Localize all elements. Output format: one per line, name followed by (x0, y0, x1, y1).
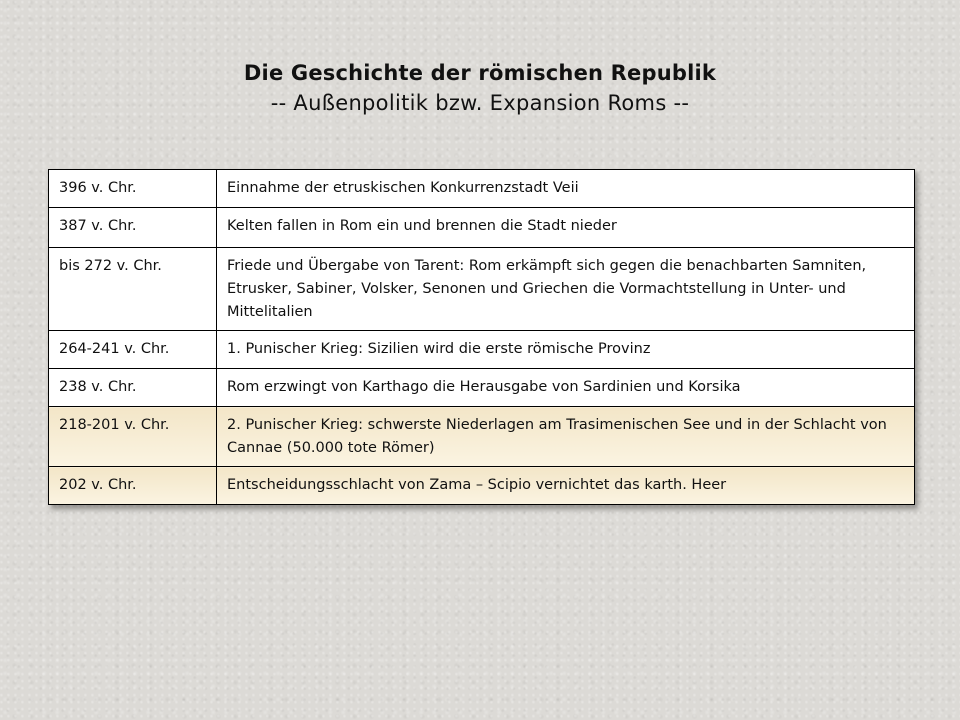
table-row (49, 248, 915, 331)
event-cell: Friede und Übergabe von Tarent: Rom erkämpft sich gegen die benachbarten Samniten, Etrusker, Sabiner, Volsker, Senonen und Griechen die Vormachtstellung in Unter- und Mittelitalien (217, 248, 915, 331)
table-row-highlighted (49, 467, 915, 505)
table-row (49, 170, 915, 208)
date-cell: 387 v. Chr. (49, 208, 217, 248)
event-cell: 1. Punischer Krieg: Sizilien wird die erste römische Provinz (217, 331, 915, 369)
table-row (49, 208, 915, 248)
event-cell: Einnahme der etruskischen Konkurrenzstadt Veii (217, 170, 915, 208)
date-cell: 218-201 v. Chr. (49, 407, 217, 467)
event-cell: Entscheidungsschlacht von Zama – Scipio vernichtet das karth. Heer (217, 467, 915, 505)
date-cell: 396 v. Chr. (49, 170, 217, 208)
event-cell: 2. Punischer Krieg: schwerste Niederlagen am Trasimenischen See und in der Schlacht von Cannae (50.000 tote Römer) (217, 407, 915, 467)
date-cell: 202 v. Chr. (49, 467, 217, 505)
date-cell: 264-241 v. Chr. (49, 331, 217, 369)
table-row-highlighted (49, 407, 915, 467)
timeline-table (48, 169, 915, 505)
event-cell: Kelten fallen in Rom ein und brennen die Stadt nieder (217, 208, 915, 248)
title-block (0, 58, 960, 118)
event-cell: Rom erzwingt von Karthago die Herausgabe von Sardinien und Korsika (217, 369, 915, 407)
date-cell: 238 v. Chr. (49, 369, 217, 407)
slide-title: Die Geschichte der römischen Republik (243, 61, 717, 85)
date-cell: bis 272 v. Chr. (49, 248, 217, 331)
table-row (49, 369, 915, 407)
slide-subtitle: -- Außenpolitik bzw. Expansion Roms -- (270, 91, 690, 115)
table-row (49, 331, 915, 369)
